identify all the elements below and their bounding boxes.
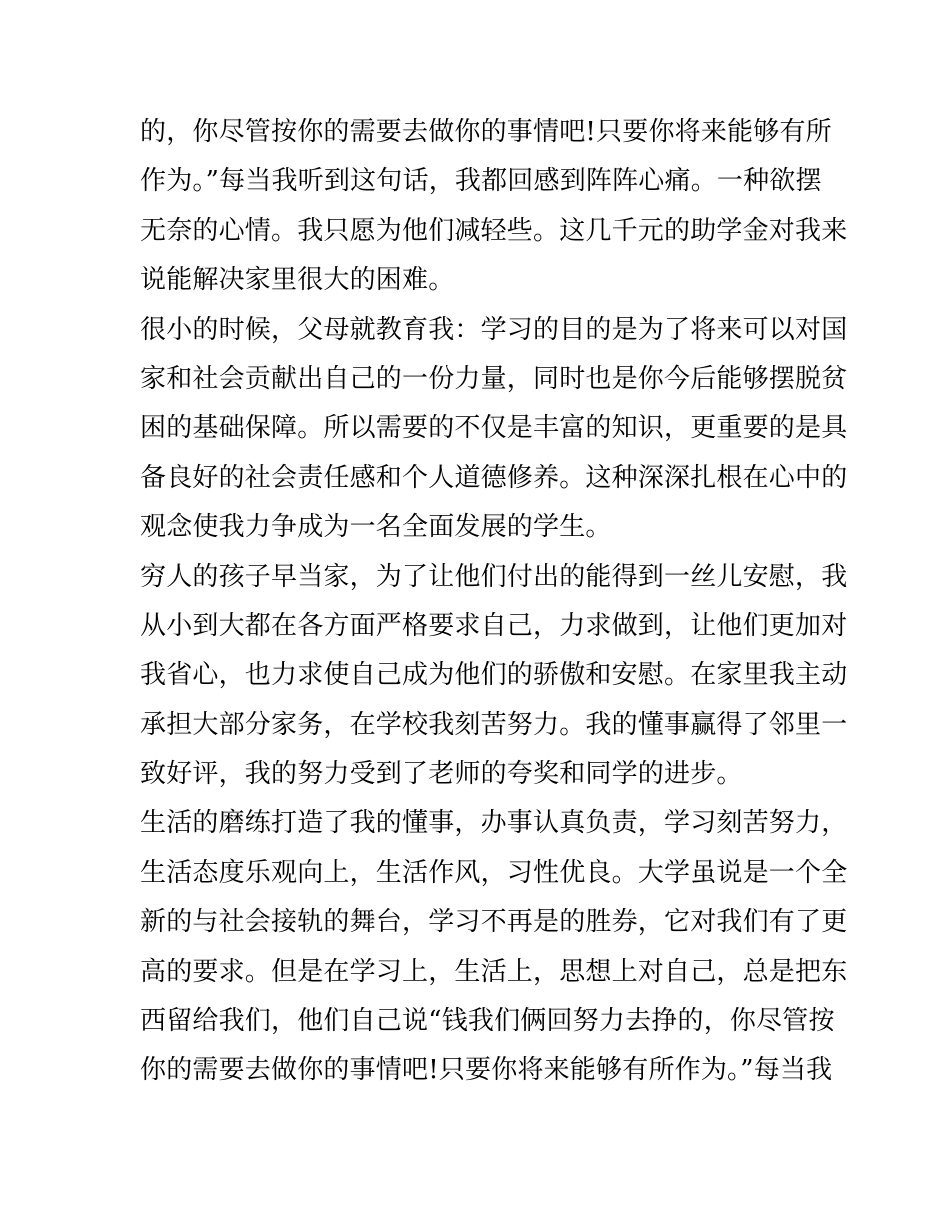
text-line: 作为。”每当我听到这句话，我都回感到阵阵心痛。一种欲摆 <box>140 166 822 197</box>
text-line: 很小的时候，父母就教育我：学习的目的是为了将来可以对国 <box>140 314 848 345</box>
text-line: 承担大部分家务，在学校我刻苦努力。我的懂事赢得了邻里一 <box>140 709 848 740</box>
text-line: 的，你尽管按你的需要去做你的事情吧!只要你将来能够有所 <box>140 117 832 147</box>
text-line: 备良好的社会责任感和个人道德修养。这种深深扎根在心中的 <box>140 462 848 493</box>
text-line: 观念使我力争成为一名全面发展的学生。 <box>140 512 612 543</box>
text-line: 新的与社会接轨的舞台，学习不再是的胜券，它对我们有了更 <box>140 907 848 938</box>
text-line: 家和社会贡献出自己的一份力量，同时也是你今后能够摆脱贫 <box>140 363 848 394</box>
text-line: 致好评，我的努力受到了老师的夸奖和同学的进步。 <box>140 759 743 790</box>
text-line: 从小到大都在各方面严格要求自己，力求做到，让他们更加对 <box>140 610 848 641</box>
text-line: 我省心，也力求使自己成为他们的骄傲和安慰。在家里我主动 <box>140 660 848 691</box>
text-line: 你的需要去做你的事情吧!只要你将来能够有所作为。”每当我 <box>140 1055 833 1086</box>
text-line: 无奈的心情。我只愿为他们减轻些。这几千元的助学金对我来 <box>140 215 848 246</box>
text-line: 生活的磨练打造了我的懂事，办事认真负责，学习刻苦努力， <box>140 808 848 839</box>
text-line: 说能解决家里很大的困难。 <box>140 265 455 296</box>
text-line: 困的基础保障。所以需要的不仅是丰富的知识，更重要的是具 <box>140 413 848 444</box>
text-line: 生活态度乐观向上，生活作风，习性优良。大学虽说是一个全 <box>140 857 848 888</box>
body-text <box>140 108 848 1096</box>
text-line: 西留给我们，他们自己说“钱我们俩回努力去挣的，你尽管按 <box>140 1006 835 1037</box>
text-line: 高的要求。但是在学习上，生活上，思想上对自己，总是把东 <box>140 956 848 987</box>
text-line: 穷人的孩子早当家，为了让他们付出的能得到一丝儿安慰，我 <box>140 561 848 592</box>
